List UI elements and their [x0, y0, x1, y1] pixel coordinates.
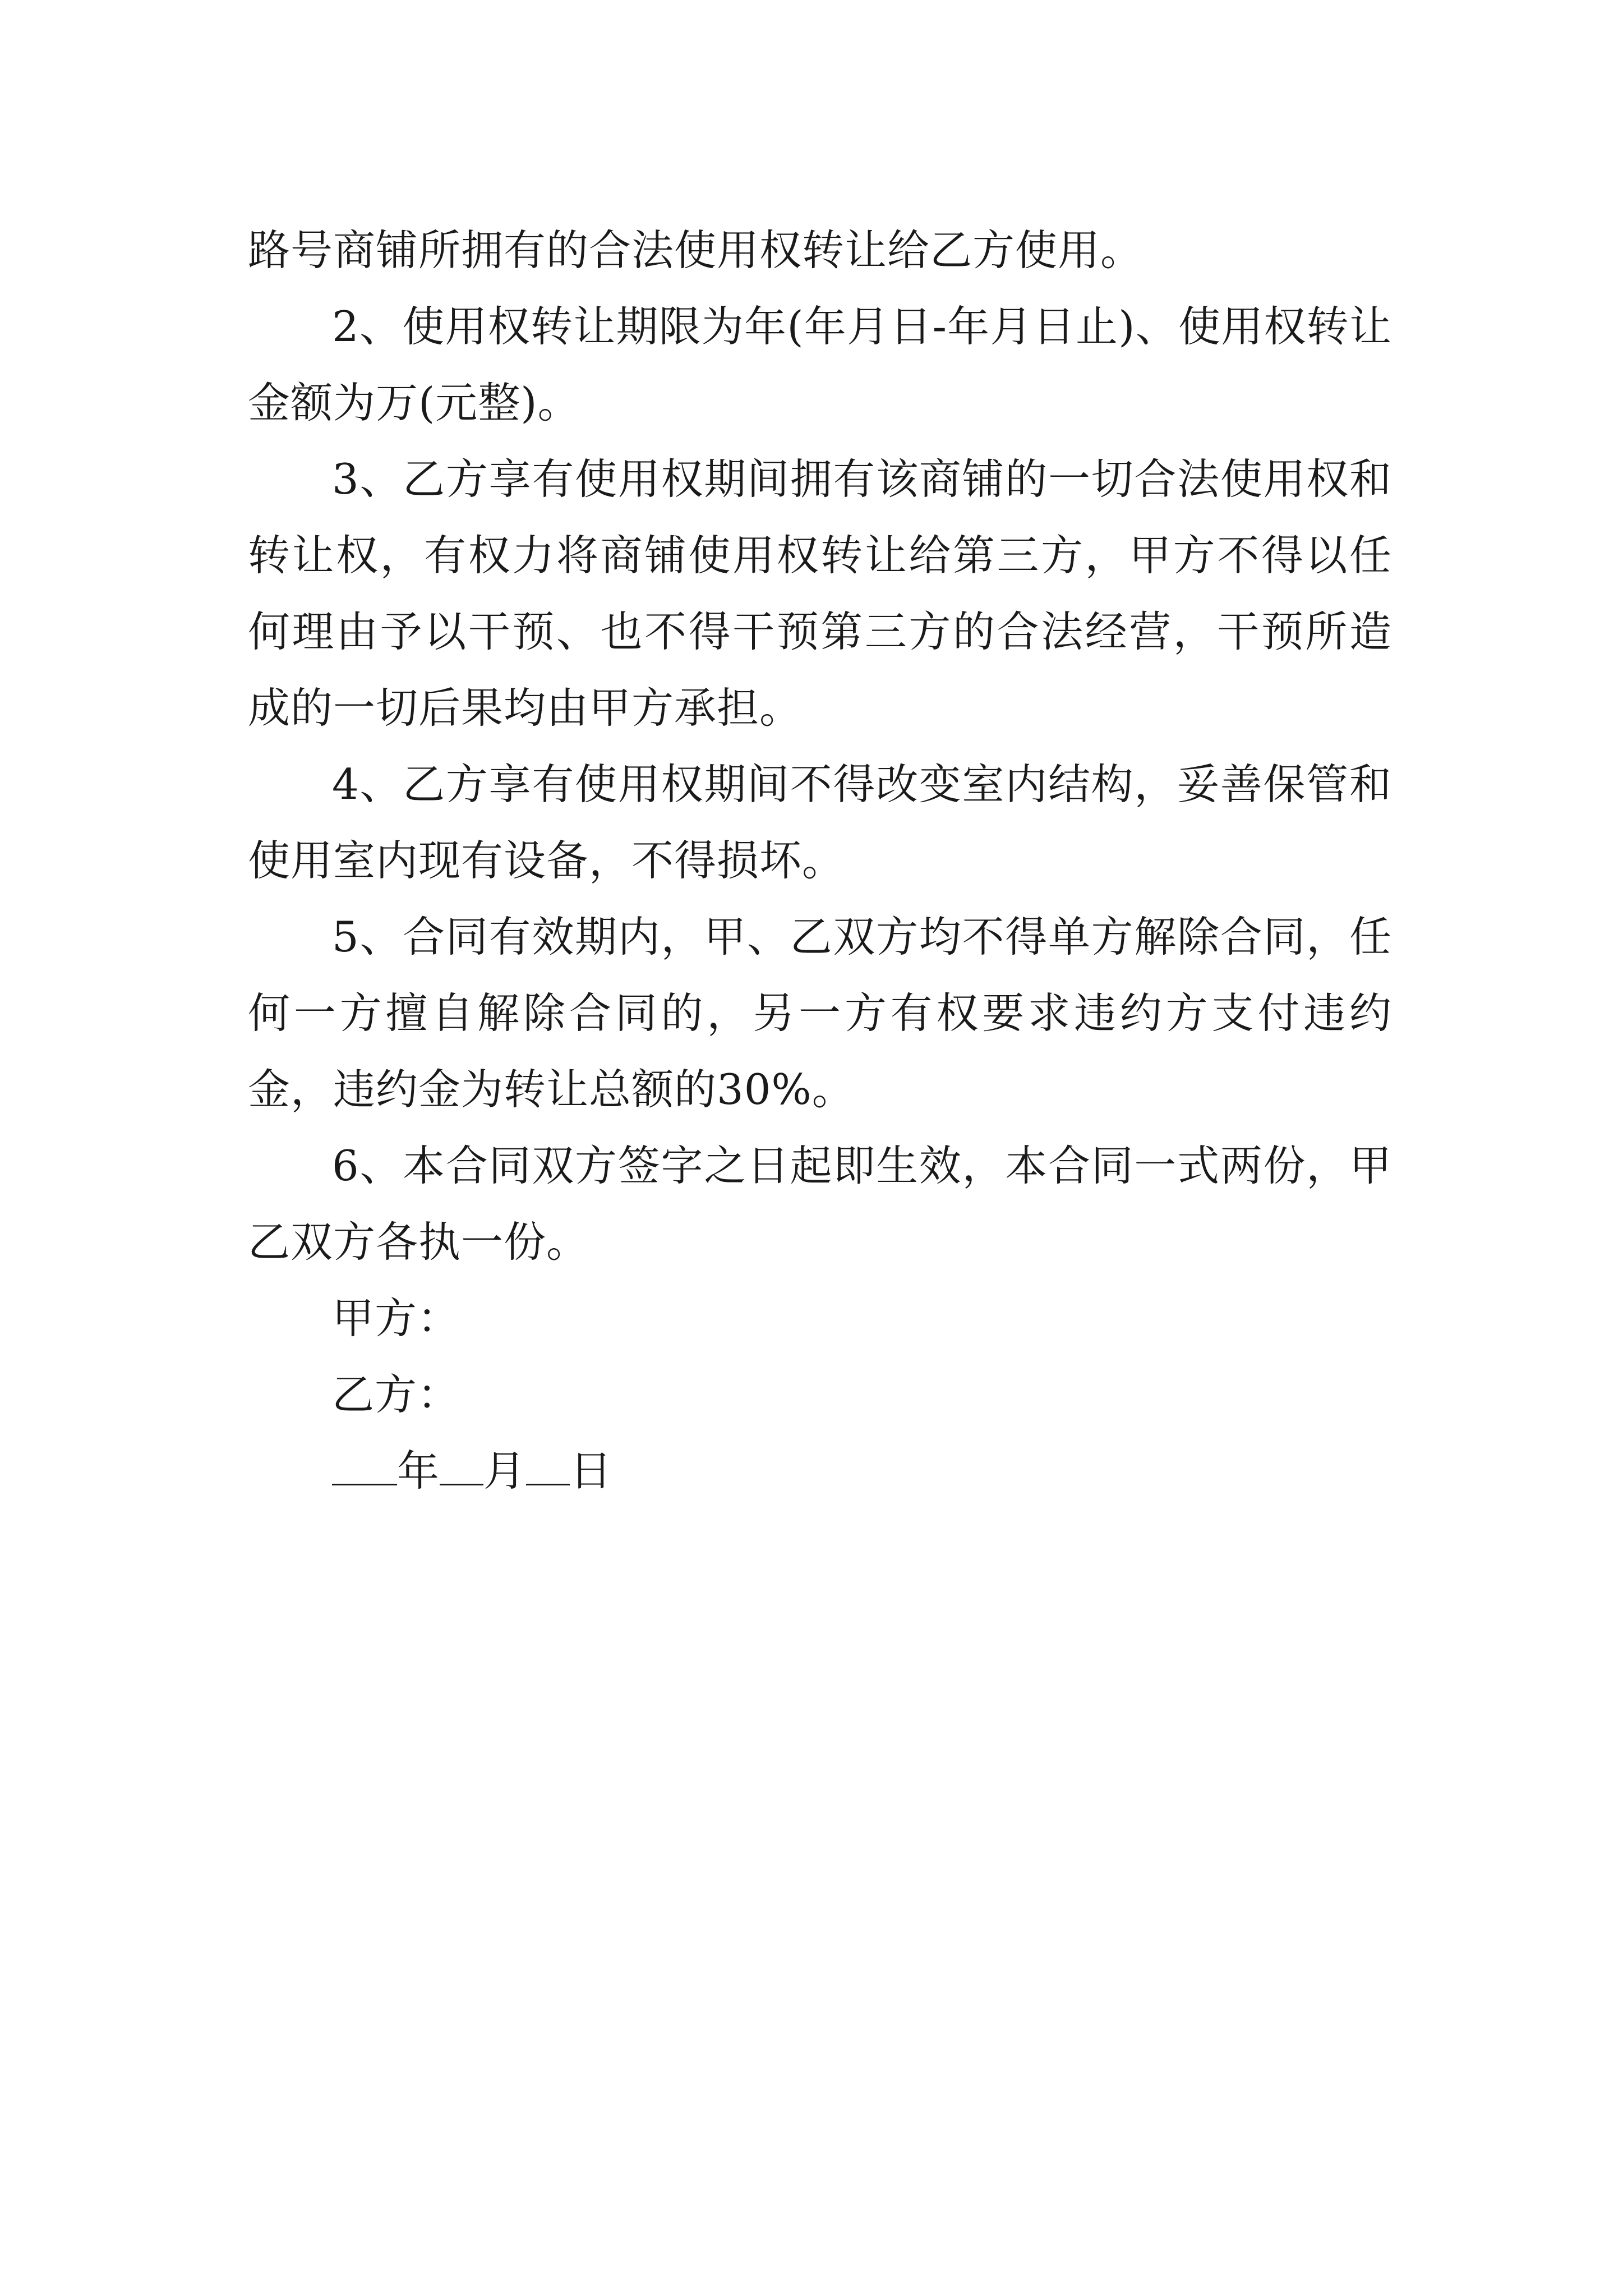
paragraph-continued: 路号商铺所拥有的合法使用权转让给乙方使用。 [248, 226, 1144, 275]
month-blank [440, 1449, 483, 1485]
clause-5: 5、合同有效期内，甲、乙双方均不得单方解除合同，任何一方擅自解除合同的，另一方有权要求违约方支付违约金，违约金为转让总额的30%。 [248, 912, 1392, 1114]
year-blank [332, 1449, 397, 1485]
party-a-signature-line: 甲方： [332, 1294, 460, 1343]
clause-2: 2、使用权转让期限为年(年月日-年月日止)、使用权转让金额为万(元整)。 [248, 302, 1392, 427]
clause-3: 3、乙方享有使用权期间拥有该商铺的一切合法使用权和转让权，有权力将商铺使用权转让给第三方，甲方不得以任何理由予以干预、也不得干预第三方的合法经营，干预所造成的一切后果均由甲方承担。 [248, 454, 1392, 733]
clause-6: 6、本合同双方签字之日起即生效，本合同一式两份，甲乙双方各执一份。 [248, 1141, 1392, 1267]
day-label: 日 [570, 1446, 613, 1496]
year-label: 年 [397, 1446, 440, 1496]
signature-date-line [248, 1433, 1392, 1509]
clause-4: 4、乙方享有使用权期间不得改变室内结构，妥善保管和使用室内现有设备，不得损坏。 [248, 760, 1392, 885]
party-b-signature-line: 乙方： [332, 1370, 460, 1419]
month-label: 月 [483, 1446, 527, 1496]
day-blank [526, 1449, 570, 1485]
contract-body [248, 212, 1392, 1509]
